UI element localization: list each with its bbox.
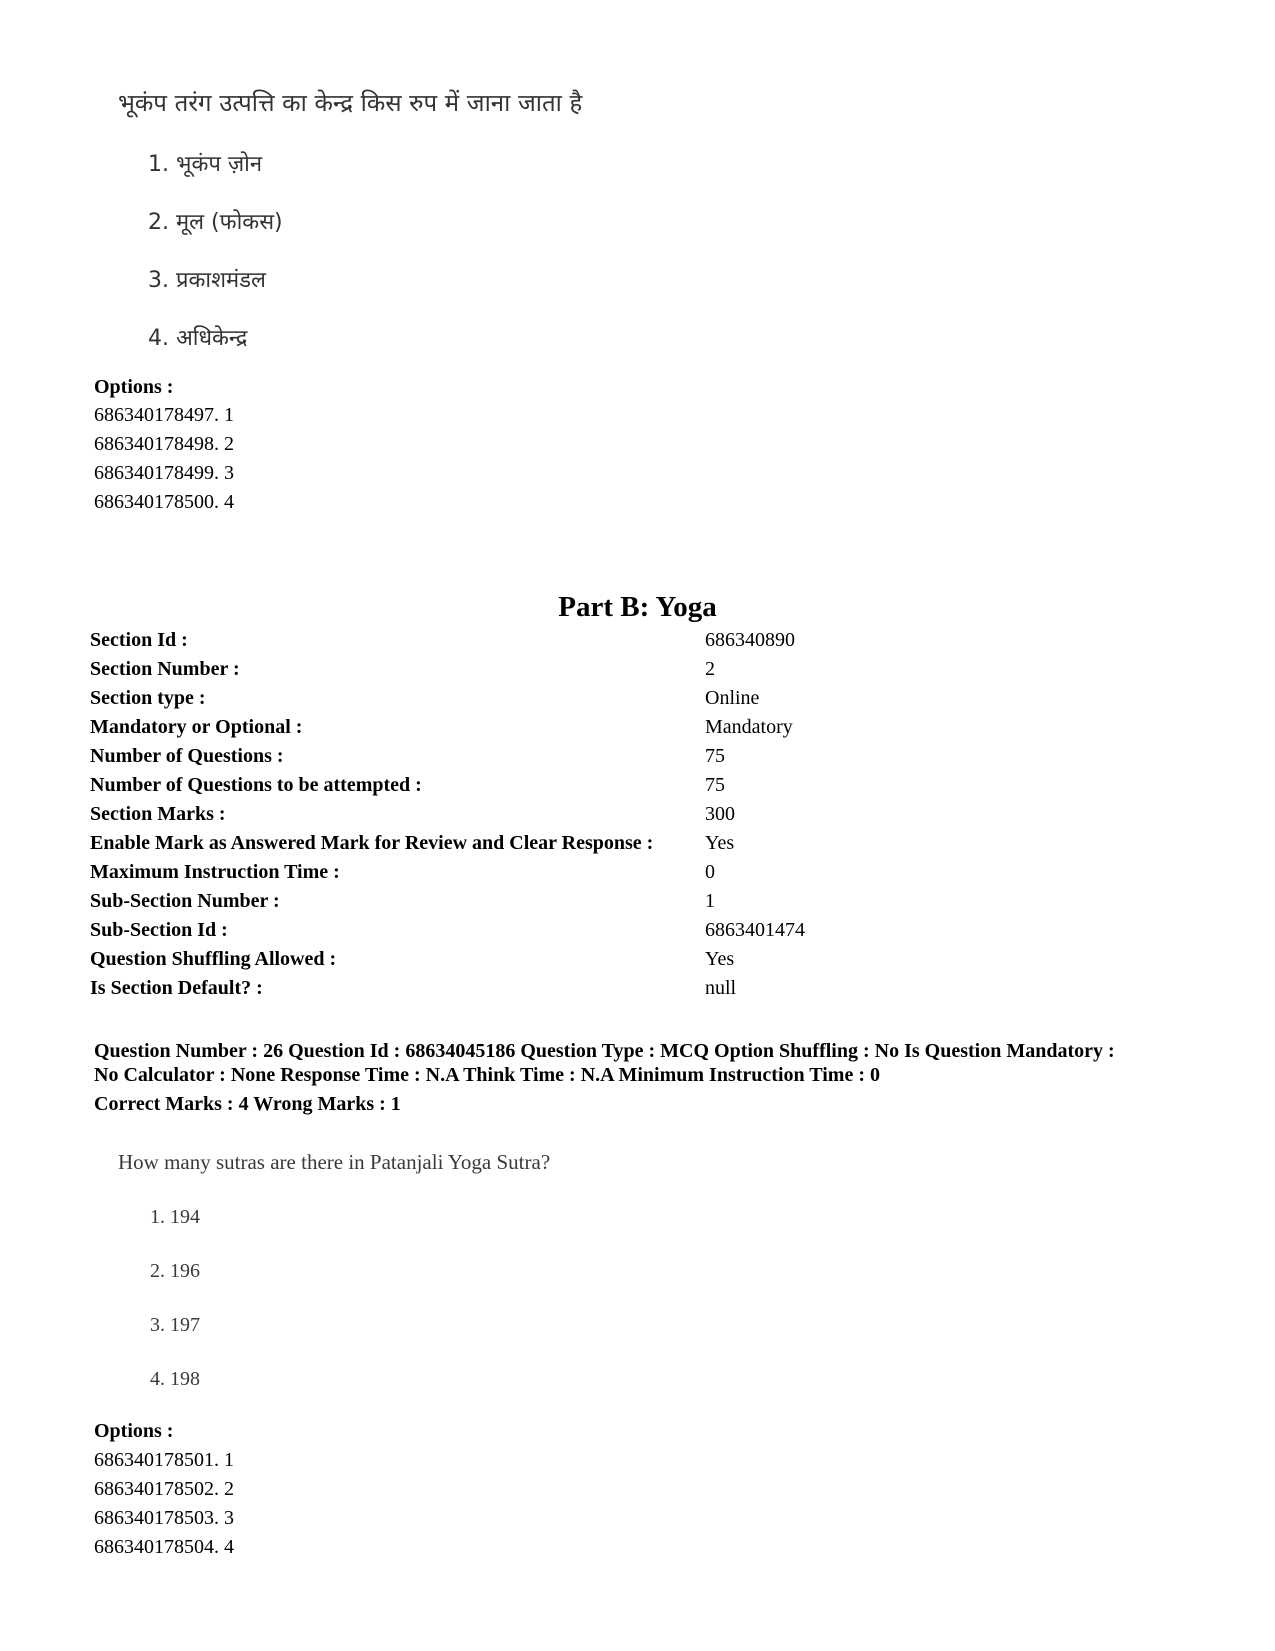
section-info-value: 75 xyxy=(705,745,725,767)
question-25-option-2: 686340178498. 2 xyxy=(94,433,234,455)
question-25-option-4: 686340178500. 4 xyxy=(94,491,234,513)
section-info-label: Number of Questions to be attempted : xyxy=(90,774,422,796)
section-info-label: Is Section Default? : xyxy=(90,977,263,999)
section-info-row xyxy=(90,745,1190,771)
section-info-value: 686340890 xyxy=(705,629,795,651)
section-info-value: Yes xyxy=(705,948,735,970)
section-info-label: Number of Questions : xyxy=(90,745,284,767)
question-26-choice-4: 4. 198 xyxy=(150,1368,200,1390)
section-info-row xyxy=(90,919,1190,945)
section-info-row xyxy=(90,832,1190,858)
question-26-meta-line-1: Question Number : 26 Question Id : 68634045186 Question Type : MCQ Option Shuffling : No Is Question Mandatory : xyxy=(94,1040,1115,1062)
section-info-value: 1 xyxy=(705,890,715,912)
question-25-stem: भूकंप तरंग उत्पत्ति का केन्द्र किस रुप में जाना जाता है xyxy=(118,89,583,117)
question-25-choice-3: 3. प्रकाशमंडल xyxy=(148,268,266,293)
section-info-label: Sub-Section Number : xyxy=(90,890,280,912)
question-26-marks: Correct Marks : 4 Wrong Marks : 1 xyxy=(94,1093,401,1115)
section-info-value: null xyxy=(705,977,737,999)
section-info-label: Maximum Instruction Time : xyxy=(90,861,340,883)
question-25-choice-4: 4. अधिकेन्द्र xyxy=(148,326,248,351)
question-25-option-1: 686340178497. 1 xyxy=(94,404,234,426)
section-info-value: Mandatory xyxy=(705,716,793,738)
section-info-row xyxy=(90,977,1190,1003)
section-info-label: Section Marks : xyxy=(90,803,226,825)
question-26-choice-1: 1. 194 xyxy=(150,1206,200,1228)
section-info-value: 6863401474 xyxy=(705,919,805,941)
question-25-choice-2: 2. मूल (फोकस) xyxy=(148,210,283,235)
section-info-label: Section Number : xyxy=(90,658,240,680)
section-info-value: 0 xyxy=(705,861,715,883)
section-info-value: 300 xyxy=(705,803,735,825)
section-info-row xyxy=(90,687,1190,713)
question-26-meta-line-2: No Calculator : None Response Time : N.A Think Time : N.A Minimum Instruction Time : 0 xyxy=(94,1064,880,1086)
question-25-option-3: 686340178499. 3 xyxy=(94,462,234,484)
section-info-label: Mandatory or Optional : xyxy=(90,716,303,738)
question-26-options-label: Options : xyxy=(94,1420,174,1442)
section-info-row xyxy=(90,948,1190,974)
section-info-value: Online xyxy=(705,687,760,709)
section-info-label: Question Shuffling Allowed : xyxy=(90,948,337,970)
question-25-choice-1: 1. भूकंप ज़ोन xyxy=(148,152,263,177)
section-info-label: Section Id : xyxy=(90,629,188,651)
question-26-stem: How many sutras are there in Patanjali Yoga Sutra? xyxy=(118,1150,551,1174)
section-info-label: Sub-Section Id : xyxy=(90,919,228,941)
section-info-row xyxy=(90,716,1190,742)
section-info-row xyxy=(90,774,1190,800)
question-26-option-3: 686340178503. 3 xyxy=(94,1507,234,1529)
section-info-row xyxy=(90,658,1190,684)
section-info-row xyxy=(90,803,1190,829)
question-26-choice-3: 3. 197 xyxy=(150,1314,200,1336)
section-title: Part B: Yoga xyxy=(558,591,717,623)
question-25-options-label: Options : xyxy=(94,376,174,398)
section-info-label: Enable Mark as Answered Mark for Review and Clear Response : xyxy=(90,832,654,854)
section-info-value: 2 xyxy=(705,658,715,680)
section-info-row xyxy=(90,890,1190,916)
question-26-option-1: 686340178501. 1 xyxy=(94,1449,234,1471)
question-26-option-4: 686340178504. 4 xyxy=(94,1536,234,1558)
section-info-row xyxy=(90,861,1190,887)
section-info-label: Section type : xyxy=(90,687,206,709)
section-info-value: 75 xyxy=(705,774,725,796)
section-info-row xyxy=(90,629,1190,655)
question-26-option-2: 686340178502. 2 xyxy=(94,1478,234,1500)
question-26-choice-2: 2. 196 xyxy=(150,1260,200,1282)
section-info-value: Yes xyxy=(705,832,735,854)
